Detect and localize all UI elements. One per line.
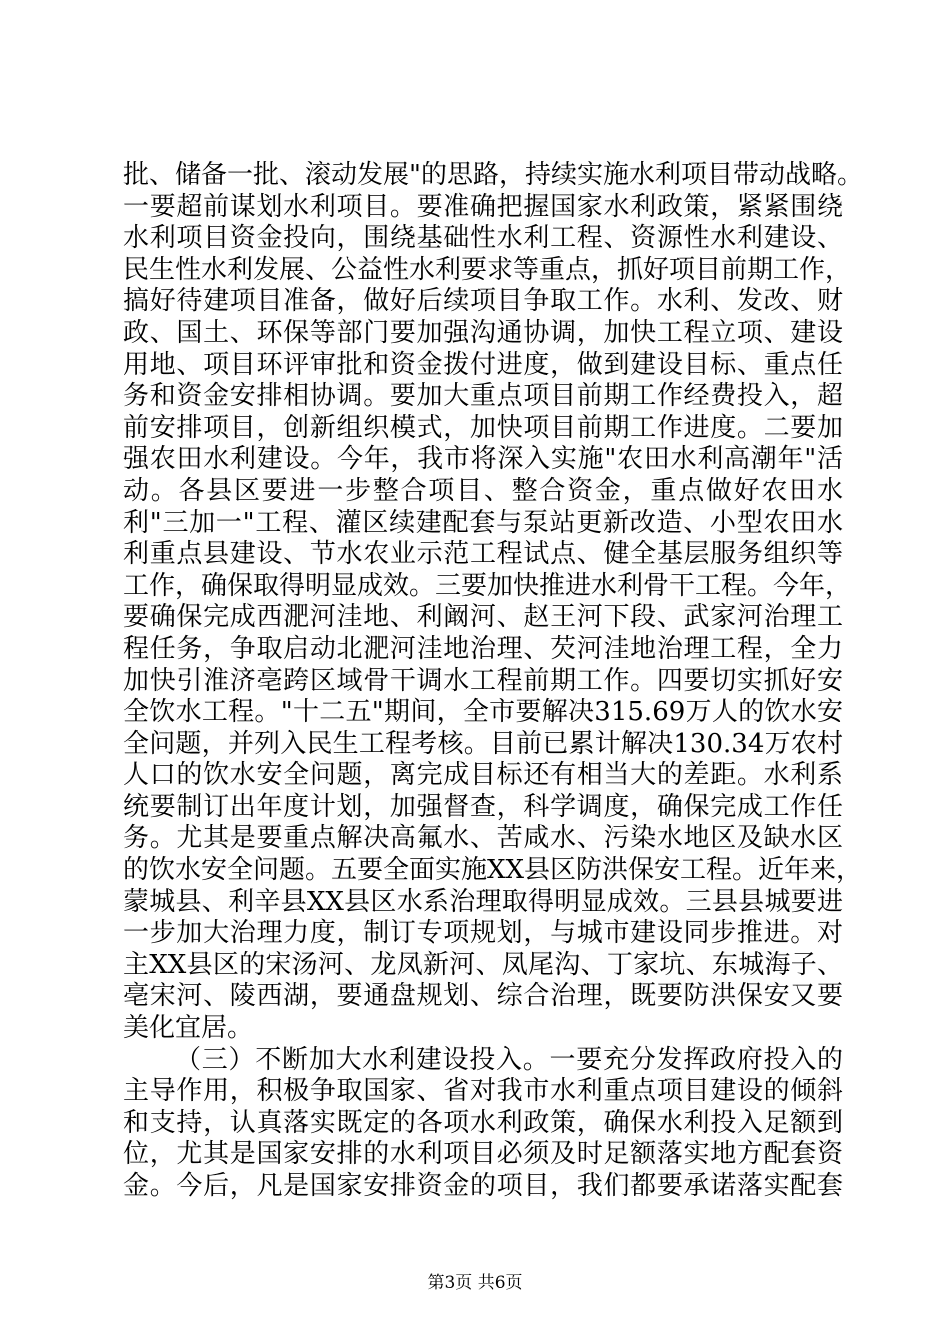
text-line: 政、国土、环保等部门要加强沟通协调，加快工程立项、建设: [123, 317, 843, 348]
text-line: 一步加大治理力度，制订专项规划，与城市建设同步推进。对: [123, 918, 843, 949]
text-line: 利重点县建设、节水农业示范工程试点、健全基层服务组织等: [123, 539, 843, 570]
text-line: 工作，确保取得明显成效。三要加快推进水利骨干工程。今年，: [123, 570, 852, 601]
text-line: 用地、项目环评审批和资金拨付进度，做到建设目标、重点任: [123, 349, 843, 380]
text-line: 和支持，认真落实既定的各项水利政策，确保水利投入足额到: [123, 1107, 843, 1138]
text-line: 主XX县区的宋汤河、龙凤新河、凤尾沟、丁家坑、东城海子、: [123, 949, 843, 980]
text-line: 位，尤其是国家安排的水利项目必须及时足额落实地方配套资: [123, 1139, 843, 1170]
text-line: 蒙城县、利辛县XX县区水系治理取得明显成效。三县县城要进: [123, 886, 843, 917]
text-line: 主导作用，积极争取国家、省对我市水利重点项目建设的倾斜: [123, 1076, 843, 1107]
text-line: 的饮水安全问题。五要全面实施XX县区防洪保安工程。近年来，: [123, 855, 863, 886]
text-line: 亳宋河、陵西湖，要通盘规划、综合治理，既要防洪保安又要: [123, 981, 843, 1012]
text-line: 务和资金安排相协调。要加大重点项目前期工作经费投入，超: [123, 381, 843, 412]
text-line: 要确保完成西淝河洼地、利阚河、赵王河下段、武家河治理工: [123, 602, 843, 633]
section-heading-line: （三）不断加大水利建设投入。一要充分发挥政府投入的: [175, 1044, 843, 1075]
text-line: 民生性水利发展、公益性水利要求等重点，抓好项目前期工作，: [123, 254, 852, 285]
text-line: 动。各县区要进一步整合项目、整合资金，重点做好农田水: [123, 475, 843, 506]
text-line: 美化宜居。: [123, 1013, 254, 1044]
page-footer: 第3页 共6页: [427, 1273, 523, 1293]
text-line: 金。今后，凡是国家安排资金的项目，我们都要承诺落实配套: [123, 1171, 843, 1201]
text-line: 人口的饮水安全问题，离完成目标还有相当大的差距。水利系: [123, 760, 843, 791]
text-line: 务。尤其是要重点解决高氟水、苦咸水、污染水地区及缺水区: [123, 823, 843, 854]
text-line: 强农田水利建设。今年，我市将深入实施"农田水利高潮年"活: [123, 444, 843, 475]
text-line: 前安排项目，创新组织模式，加快项目前期工作进度。二要加: [123, 412, 843, 443]
document-body: [123, 160, 863, 1203]
text-line: 搞好待建项目准备，做好后续项目争取工作。水利、发改、财: [123, 286, 843, 317]
text-line: 批、储备一批、滚动发展"的思路，持续实施水利项目带动战略。: [123, 160, 863, 190]
text-line: 全饮水工程。"十二五"期间，全市要解决315.69万人的饮水安: [123, 697, 843, 728]
text-line: 统要制订出年度计划，加强督查，科学调度，确保完成工作任: [123, 791, 843, 822]
text-line: 加快引淮济亳跨区域骨干调水工程前期工作。四要切实抓好安: [123, 665, 843, 696]
text-line: 全问题，并列入民生工程考核。目前已累计解决130.34万农村: [123, 728, 843, 759]
text-line: 一要超前谋划水利项目。要准确把握国家水利政策，紧紧围绕: [123, 191, 843, 222]
text-line: 程任务，争取启动北淝河洼地治理、芡河洼地治理工程，全力: [123, 633, 843, 664]
text-line: 水利项目资金投向，围绕基础性水利工程、资源性水利建设、: [123, 223, 843, 254]
text-line: 利"三加一"工程、灌区续建配套与泵站更新改造、小型农田水: [123, 507, 843, 538]
